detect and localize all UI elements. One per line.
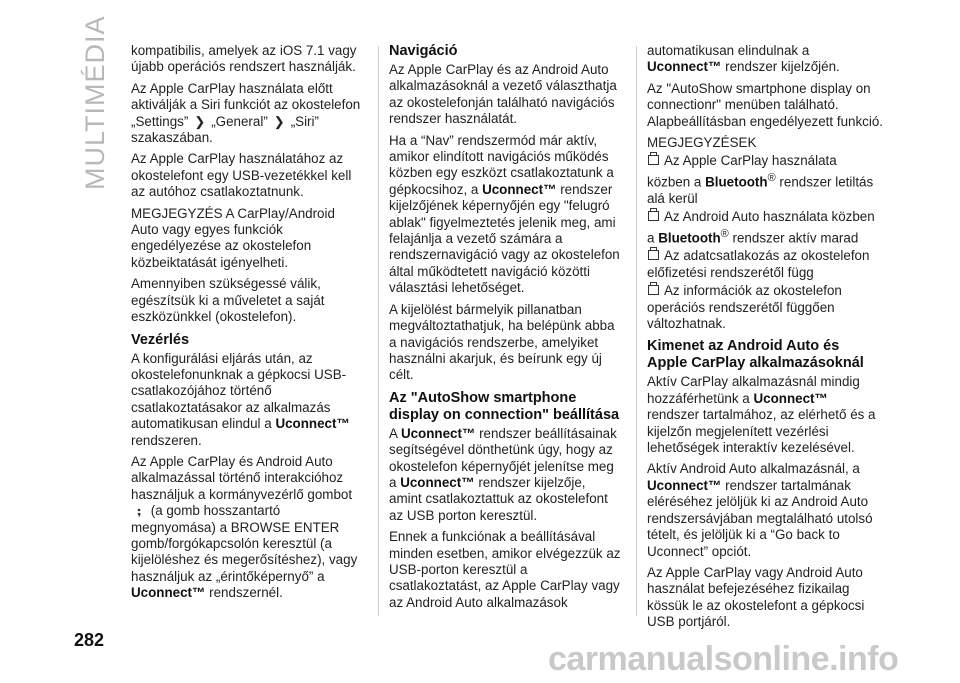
- paragraph: Ha a “Nav” rendszermód már aktív, amikor elindított navigációs működés közben egy eszközt csatlakoztatunk a gépkocsihoz, a Uconnect™ rendszer kijelzőjének képernyőjén egy "felugró ablak" figyelmeztetés jelenik meg, ami felajánlja a vezető számára a rendszernavigáció vagy az okostelefon által működtetett navigáció közötti választási lehetőséget.: [389, 132, 620, 296]
- note-item: Az információk az okostelefon operációs rendszerétől függően változhatnak.: [647, 283, 842, 332]
- paragraph: Az "AutoShow smartphone display on connectionr" menüben található. Alapbeállításban engedélyezett funkció.: [647, 80, 883, 129]
- column-2: [389, 43, 621, 616]
- section-title: MULTIMÉDIA: [80, 15, 110, 190]
- column-divider: [378, 46, 379, 616]
- note-item: Az Apple CarPlay használata közben a Bluetooth® rendszer letiltás alá kerül: [647, 153, 874, 206]
- paragraph: Az Apple CarPlay vagy Android Auto használat befejezéséhez fizikailag kössük le az okostelefont a gépkocsi USB portjáról.: [647, 564, 865, 630]
- warning-icon: [648, 155, 659, 165]
- heading-navigacio: Navigáció: [389, 43, 458, 59]
- note-item: Az adatcsatlakozás az okostelefon előfizetési rendszerétől függ: [647, 248, 870, 280]
- paragraph: Amennyiben szükségessé válik, egészítsük ki a műveletet a saját eszközünkkel (okostelefon).: [131, 276, 325, 325]
- paragraph: Aktív Android Auto alkalmazásnál, a Uconnect™ rendszer tartalmának eléréséhez jelöljük ki az Android Auto rendszersávjában megtalálható utolsó tételt, és jelöljük ki a “Go back to Uconnect” opciót.: [647, 461, 873, 559]
- paragraph: Az Apple CarPlay és az Android Auto alkalmazásoknál a vezető választhatja az okostelefonján található navigációs rendszer használatát.: [389, 62, 617, 127]
- heading-vezerles: Vezérlés: [131, 331, 190, 348]
- paragraph: Az Apple CarPlay és Android Auto alkalmazással történő interakcióhoz használjuk a kormányvezérlő gombot ⨟ (a gomb hosszantartó megnyomása) a BROWSE ENTER gomb/forgókapcsolón keresztül (a kijelöléshez és megerősítéshez), vagy használjuk az „érintőképernyő” a Uconnect™ rendszernél.: [131, 453, 358, 601]
- column-3: [647, 43, 883, 636]
- paragraph: Az Apple CarPlay használatához az okostelefont egy USB-vezetékkel kell az autóhoz csatlakoztatnunk.: [131, 151, 352, 200]
- warning-icon: [648, 250, 659, 260]
- column-1: [131, 43, 363, 607]
- paragraph: kompatibilis, amelyek az iOS 7.1 vagy újabb operációs rendszert használják.: [131, 43, 357, 75]
- paragraph: Ennek a funkciónak a beállításával minden esetben, amikor elvégezzük az USB-porton keresztül a csatlakoztatást, az Apple CarPlay vagy az Android Auto alkalmazások: [389, 529, 621, 610]
- paragraph: automatikusan elindulnak a Uconnect™ rendszer kijelzőjén.: [647, 43, 840, 75]
- paragraph: MEGJEGYZÉS A CarPlay/Android Auto vagy egyes funkciók engedélyezése az okostelefon közbeiktatását igényelheti.: [131, 205, 335, 270]
- note-item: Az Android Auto használata közben a Bluetooth® rendszer aktív marad: [647, 209, 875, 245]
- heading-autoshow: Az "AutoShow smartphone display on connection" beállítása: [389, 389, 620, 423]
- chevron-right-icon: ❯: [194, 113, 206, 129]
- column-divider: [636, 46, 637, 616]
- chevron-right-icon: ❯: [273, 113, 285, 129]
- paragraph: A Uconnect™ rendszer beállításainak segítségével dönthetünk úgy, hogy az okostelefon képernyőjét jelenítse meg a Uconnect™ rendszer kijelzője, amint csatlakoztattuk az okostelefont az USB porton keresztül.: [389, 425, 617, 523]
- paragraph: A kijelölést bármelyik pillanatban megváltoztathatjuk, ha belépünk abba a navigációs rendszerbe, amelyiket használni akarjuk, és beírunk egy új célt.: [389, 301, 615, 383]
- paragraph: Aktív CarPlay alkalmazásnál mindig hozzáférhetünk a Uconnect™ rendszer tartalmához, az elérhető és a kijelzőn megjelenített vezérlési lehetőségek interaktív kezelésével.: [647, 374, 876, 456]
- heading-kimenet: Kimenet az Android Auto és Apple CarPlay alkalmazásoknál: [647, 338, 864, 372]
- notes-title: MEGJEGYZÉSEK: [647, 135, 757, 151]
- page-number: 282: [74, 630, 105, 650]
- watermark: carmanualsonline.info: [548, 640, 899, 678]
- paragraph: A konfigurálási eljárás után, az okostelefonunknak a gépkocsi USB-csatlakozójához történő csatlakoztatásakor az alkalmazás automatikusan elindul a Uconnect™ rendszeren.: [131, 350, 350, 448]
- warning-icon: [648, 211, 659, 221]
- warning-icon: [648, 285, 659, 295]
- paragraph: Az Apple CarPlay használata előtt aktiválják a Siri funkciót az okostelefon „Settings” ❯ „General” ❯ „Siri” szakaszában.: [131, 80, 361, 146]
- voice-command-icon: ⨟: [136, 503, 142, 519]
